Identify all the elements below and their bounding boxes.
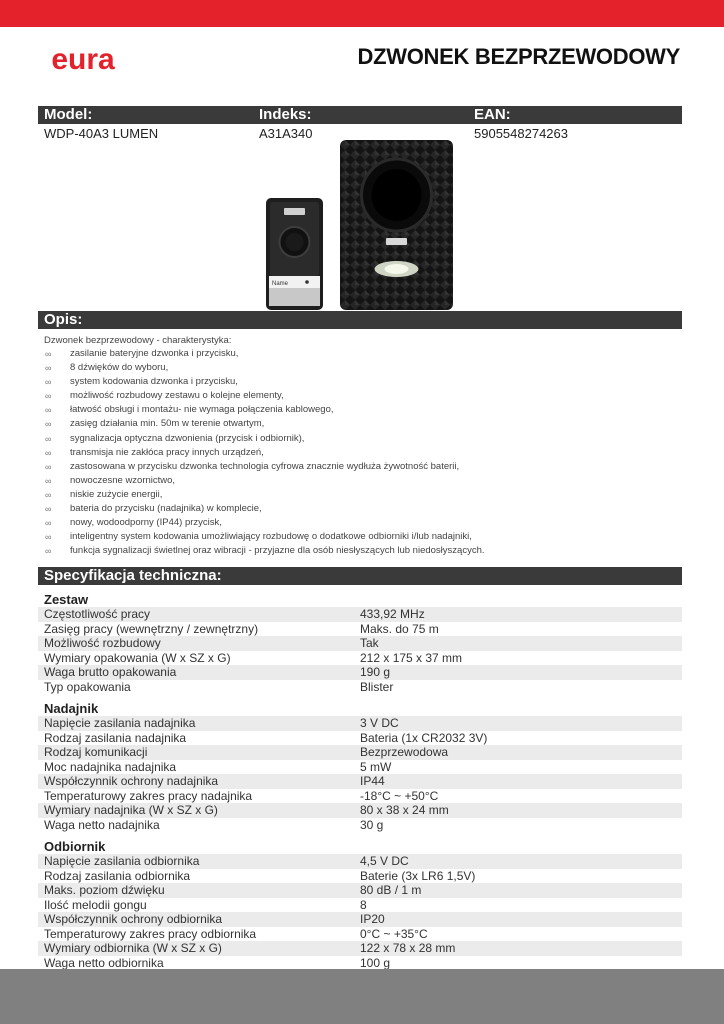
section-title-nadajnik: Nadajnik — [44, 701, 99, 716]
spec-row: Częstotliwość pracy 433,92 MHz — [38, 607, 682, 622]
spec-row: Rodzaj komunikacji Bezprzewodowa — [38, 745, 682, 760]
spec-row: Moc nadajnika nadajnika 5 mW — [44, 759, 392, 774]
spec-row: Wymiary opakowania (W x SZ x G) 212 x 175 x 37 mm — [44, 650, 463, 665]
spec-row: Maks. poziom dźwięku 80 dB / 1 m — [38, 883, 682, 898]
feature-item: ∞ sygnalizacja optyczna dzwonienia (przycisk i odbiornik), — [45, 432, 305, 444]
feature-item: ∞ niskie zużycie energii, — [45, 488, 163, 500]
logo-text: eura — [51, 44, 115, 74]
spec-row: Rodzaj zasilania odbiornika Baterie (3x LR6 1,5V) — [44, 868, 476, 883]
feature-item: ∞ nowoczesne wzornictwo, — [45, 474, 176, 486]
eura-logo — [38, 44, 128, 74]
model-value: WDP-40A3 LUMEN — [44, 126, 159, 141]
feature-item: ∞ system kodowania dzwonka i przycisku, — [45, 376, 238, 388]
spec-table-odbiornik — [38, 854, 682, 970]
spec-row: Napięcie zasilania nadajnika 3 V DC — [38, 716, 682, 731]
feature-item: ∞ łatwość obsługi i montażu- nie wymaga połączenia kablowego, — [45, 404, 334, 416]
push-name-label: Name — [272, 281, 289, 287]
spec-row: Waga netto nadajnika 30 g — [44, 817, 384, 832]
spec-heading: Specyfikacja techniczna: — [44, 567, 222, 584]
spec-header-bar — [38, 567, 682, 585]
spec-table-zestaw — [38, 607, 682, 694]
footer-bar — [0, 969, 724, 1024]
top-red-bar — [0, 0, 724, 27]
spec-row: Wymiary odbiornika (W x SZ x G) 122 x 78 x 28 mm — [38, 941, 682, 956]
push-button-image — [266, 198, 323, 310]
spec-row: Wymiary nadajnika (W x SZ x G) 80 x 38 x 24 mm — [38, 803, 682, 818]
spec-row: Temperaturowy zakres pracy odbiornika 0°C ~ +35°C — [44, 926, 428, 941]
opis-heading: Opis: — [44, 311, 83, 328]
feature-item: ∞ nowy, wodoodporny (IP44) przycisk, — [45, 517, 222, 529]
spec-row: Ilość melodii gongu 8 — [44, 897, 367, 912]
spec-row: Temperaturowy zakres pracy nadajnika -18°C ~ +50°C — [44, 788, 439, 803]
index-value: A31A340 — [259, 126, 313, 141]
spec-table-nadajnik — [38, 716, 682, 832]
spec-row: Napięcie zasilania odbiornika 4,5 V DC — [38, 854, 682, 869]
receiver-image — [340, 140, 453, 310]
feature-list — [44, 347, 485, 558]
spec-row: Typ opakowania Blister — [44, 679, 394, 694]
section-title-odbiornik: Odbiornik — [44, 839, 106, 854]
spec-row: Waga netto odbiornika 100 g — [44, 955, 391, 970]
feature-item: ∞ zasilanie bateryjne dzwonka i przycisku, — [45, 348, 239, 359]
spec-row: Zasięg pracy (wewnętrzny / zewnętrzny) Maks. do 75 m — [44, 621, 439, 636]
opis-intro: Dzwonek bezprzewodowy - charakterystyka: — [44, 335, 232, 346]
feature-item: ∞ bateria do przycisku (nadajnika) w komplecie, — [45, 503, 262, 515]
ean-col-label: EAN: — [474, 106, 511, 123]
model-col-label: Model: — [44, 106, 93, 123]
spec-row: Współczynnik ochrony odbiornika IP20 — [38, 912, 682, 927]
spec-row: Rodzaj zasilania nadajnika Bateria (1x CR2032 3V) — [44, 730, 488, 745]
ean-value: 5905548274263 — [474, 126, 568, 141]
feature-item: ∞ zastosowana w przycisku dzwonka technologia cyfrowa znacznie wydłuża żywotność baterii, — [45, 460, 460, 472]
opis-header-bar — [38, 311, 682, 329]
feature-item: ∞ transmisja nie zakłóca pracy innych urządzeń, — [45, 446, 264, 458]
model-header-bar — [38, 106, 682, 124]
spec-row: Waga brutto opakowania 190 g — [38, 665, 682, 680]
feature-item: ∞ zasięg działania min. 50m w terenie otwartym, — [45, 418, 265, 430]
section-title-zestaw: Zestaw — [44, 592, 89, 607]
feature-item: ∞ funkcja sygnalizacji świetlnej oraz wibracji - przyjazne dla osób niesłyszących lub niedosłyszących. — [45, 545, 485, 557]
spec-row: Współczynnik ochrony nadajnika IP44 — [38, 774, 682, 789]
feature-item: ∞ 8 dźwięków do wyboru, — [45, 362, 169, 374]
feature-item: ∞ inteligentny system kodowania umożliwiający rozbudowę o dodatkowe odbiorniki i/lub nadajniki, — [45, 531, 472, 543]
document-title: DZWONEK BEZPRZEWODOWY — [357, 44, 680, 69]
index-col-label: Indeks: — [259, 106, 312, 123]
spec-row: Możliwość rozbudowy Tak — [38, 636, 682, 651]
feature-item: ∞ możliwość rozbudowy zestawu o kolejne elementy, — [45, 390, 284, 402]
